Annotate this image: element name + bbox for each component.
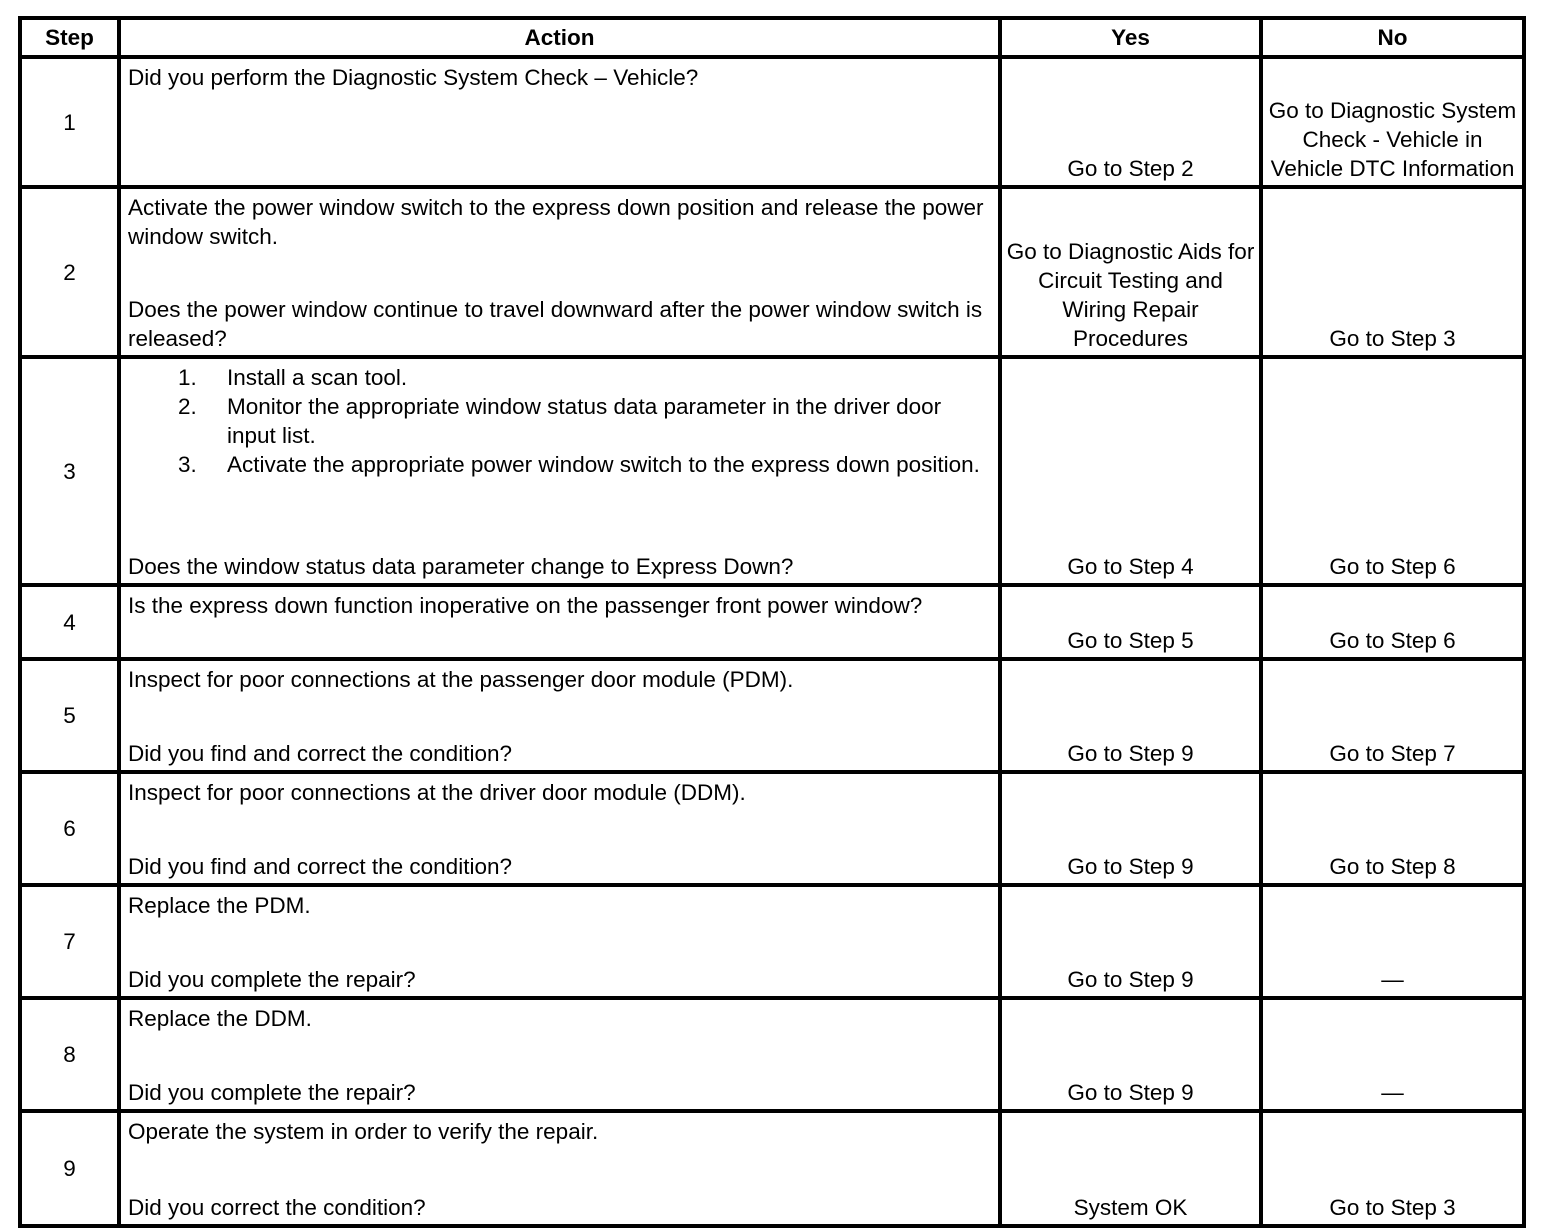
table-row [20, 659, 1524, 772]
action-cell [119, 585, 1000, 659]
yes-result: Go to Step 2 [1000, 57, 1261, 187]
no-result: Go to Step 7 [1261, 659, 1524, 772]
action-question: Does the power window continue to travel downward after the power window switch is released? [128, 297, 983, 351]
step-number: 6 [20, 772, 119, 885]
action-question: Did you correct the condition? [128, 1195, 426, 1220]
substep-item [128, 450, 992, 479]
header-row [20, 18, 1524, 57]
no-result: — [1261, 998, 1524, 1111]
substep-text: Activate the appropriate power window switch to the express down position. [227, 452, 980, 477]
no-result: Go to Diagnostic System Check - Vehicle in Vehicle DTC Information [1261, 57, 1524, 187]
action-instruction: Activate the power window switch to the express down position and release the power window switch. [128, 195, 984, 249]
yes-result: Go to Step 4 [1000, 357, 1261, 585]
action-question: Did you complete the repair? [128, 967, 416, 992]
no-result: Go to Step 6 [1261, 585, 1524, 659]
header-action: Action [119, 18, 1000, 57]
action-question: Did you find and correct the condition? [128, 741, 512, 766]
action-cell [119, 1111, 1000, 1226]
substep-list [128, 363, 992, 479]
yes-result: Go to Step 5 [1000, 585, 1261, 659]
action-question: Did you complete the repair? [128, 1080, 416, 1105]
action-question: Does the window status data parameter change to Express Down? [128, 554, 794, 579]
table-row [20, 772, 1524, 885]
no-result: Go to Step 8 [1261, 772, 1524, 885]
step-number: 2 [20, 187, 119, 357]
no-result: Go to Step 3 [1261, 1111, 1524, 1226]
yes-result: Go to Step 9 [1000, 885, 1261, 998]
substep-number: 2. [178, 394, 197, 419]
step-number: 5 [20, 659, 119, 772]
yes-result: Go to Step 9 [1000, 998, 1261, 1111]
action-cell [119, 187, 1000, 357]
yes-result: Go to Step 9 [1000, 772, 1261, 885]
table-body [20, 57, 1524, 1226]
no-result: — [1261, 885, 1524, 998]
action-instruction: Replace the DDM. [128, 1006, 312, 1031]
substep-number: 3. [178, 452, 197, 477]
step-number: 8 [20, 998, 119, 1111]
yes-result: System OK [1000, 1111, 1261, 1226]
substep-text: Install a scan tool. [227, 365, 408, 390]
yes-result: Go to Step 9 [1000, 659, 1261, 772]
table-row [20, 1111, 1524, 1226]
action-cell [119, 357, 1000, 585]
substep-number: 1. [178, 365, 197, 390]
no-result: Go to Step 6 [1261, 357, 1524, 585]
action-cell [119, 772, 1000, 885]
step-number: 7 [20, 885, 119, 998]
action-instruction: Did you perform the Diagnostic System Check – Vehicle? [128, 65, 699, 90]
table-row [20, 998, 1524, 1111]
table-row [20, 357, 1524, 585]
action-instruction: Operate the system in order to verify the repair. [128, 1119, 599, 1144]
action-instruction: Inspect for poor connections at the passenger door module (PDM). [128, 667, 794, 692]
action-instruction: Is the express down function inoperative on the passenger front power window? [128, 593, 923, 618]
header-yes: Yes [1000, 18, 1261, 57]
substep-item [128, 392, 992, 450]
no-result: Go to Step 3 [1261, 187, 1524, 357]
action-cell [119, 885, 1000, 998]
table-row [20, 187, 1524, 357]
step-number: 4 [20, 585, 119, 659]
yes-result: Go to Diagnostic Aids for Circuit Testing and Wiring Repair Procedures [1000, 187, 1261, 357]
step-number: 9 [20, 1111, 119, 1226]
step-number: 3 [20, 357, 119, 585]
substep-text: Monitor the appropriate window status data parameter in the driver door input list. [227, 394, 942, 448]
table-row [20, 585, 1524, 659]
action-question: Did you find and correct the condition? [128, 854, 512, 879]
action-cell [119, 659, 1000, 772]
header-no: No [1261, 18, 1524, 57]
header-step: Step [20, 18, 119, 57]
substep-item [128, 363, 992, 392]
diagnostic-table [18, 16, 1526, 1228]
table-row [20, 57, 1524, 187]
table-row [20, 885, 1524, 998]
action-instruction: Inspect for poor connections at the driver door module (DDM). [128, 780, 746, 805]
action-instruction: Replace the PDM. [128, 893, 311, 918]
step-number: 1 [20, 57, 119, 187]
action-cell [119, 57, 1000, 187]
action-cell [119, 998, 1000, 1111]
